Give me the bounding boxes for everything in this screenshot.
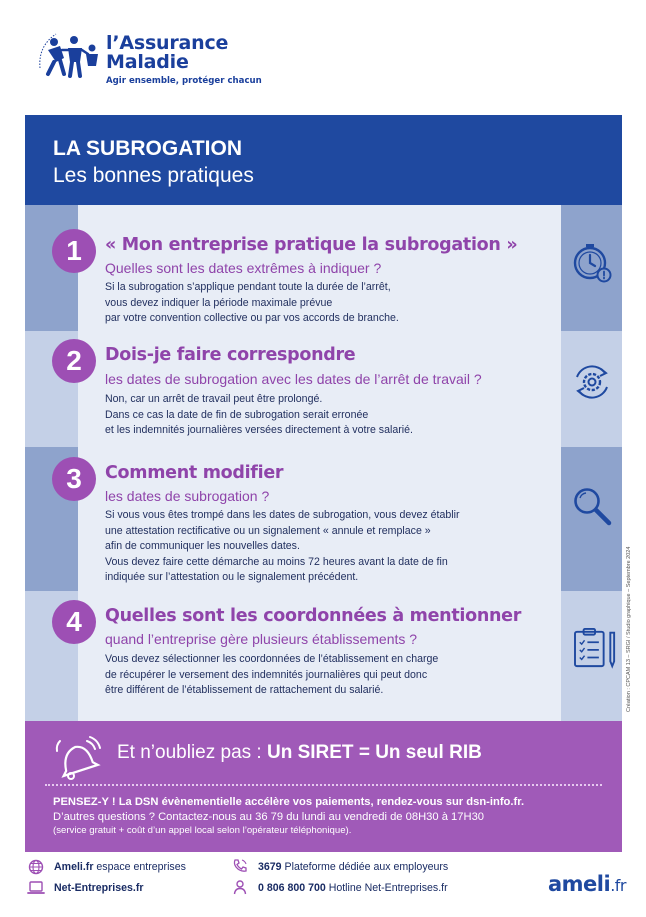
body-line: vous devez indiquer la période maximale prévue [105,296,333,309]
footer-link-ameli[interactable] [54,861,186,873]
section-subtitle: les dates de subrogation avec les dates de l’arrêt de travail ? [105,371,482,387]
checklist-icon [571,627,621,669]
body-line: une attestation rectificative ou un signalement « annule et remplace » [105,524,431,537]
section-subtitle: quand l’entreprise gère plusieurs établissements ? [105,631,418,647]
reminder-line-1: PENSEZ-Y ! La DSN évènementielle accélère vos paiements, rendez-vous sur dsn-info.fr. [53,796,525,808]
ameli-main: ameli [548,872,611,896]
section-subtitle: les dates de subrogation ? [105,488,270,504]
footer-link-bold: Net-Entreprises.fr [54,882,144,894]
section-body [105,652,438,699]
reminder-banner [25,721,622,852]
user-support-icon [232,879,248,895]
section-title: Comment modifier [105,463,284,483]
reminder-line-2: D’autres questions ? Contactez-nous au 36 79 du lundi au vendredi de 08H30 à 17H30 [53,810,485,823]
phone-icon [232,858,248,874]
page-subtitle: Les bonnes pratiques [53,164,254,187]
section-subtitle: Quelles sont les dates extrêmes à indiquer ? [105,260,382,276]
step-number: 2 [52,339,96,383]
footer-phone-rest: Hotline Net-Entreprises.fr [325,882,448,894]
body-line: être différent de l’établissement de rattachement du salarié. [105,684,384,696]
brand-tagline: Agir ensemble, protéger chacun [106,76,262,86]
body-line: Si vous vous êtes trompé dans les dates de subrogation, vous devez établir [105,509,460,521]
page-title: LA SUBROGATION [53,137,242,160]
step-number: 1 [52,229,96,273]
footer [0,852,646,917]
body-line: de récupérer le versement des indemnités journalières qui peut donc [105,668,428,681]
footer-link-net-entreprises[interactable] [54,882,143,894]
body-line: Vous devez sélectionner les coordonnées de l’établissement en charge [105,653,439,665]
section-body [105,508,460,586]
section-title: « Mon entreprise pratique la subrogation » [105,235,518,255]
body-line: Dans ce cas la date de fin de subrogation serait erronée [105,408,369,421]
footer-link-bold: Ameli.fr [54,861,94,873]
body-line: indiquée sur l’attestation ou le signalement précédent. [105,571,359,583]
section-body [105,392,413,439]
body-line: et les indemnités journalières versées directement à votre salarié. [105,424,413,436]
clock-alert-icon [571,241,613,283]
brand-block [106,34,262,86]
title-banner [25,115,622,205]
body-line: afin de communiquer les nouvelles dates. [105,540,300,552]
body-line: Si la subrogation s’applique pendant toute la durée de l’arrêt, [105,281,391,293]
reminder-line-3: (service gratuit + coût d’un appel local selon l’opérateur téléphonique). [53,825,352,837]
reminder-prefix: Et n’oubliez pas : [117,742,267,763]
brand-line-2: Maladie [106,51,189,73]
footer-phone-bold: 3679 [258,861,282,873]
reminder-highlight: Un SIRET = Un seul RIB [266,742,482,763]
footer-link-rest: espace entreprises [93,861,186,873]
footer-phone-hotline[interactable] [258,882,448,894]
body-line: par votre convention collective ou par vos accords de branche. [105,312,399,324]
body-line: Non, car un arrêt de travail peut être prolongé. [105,393,323,405]
reminder-details [53,795,524,839]
footer-phone-rest: Plateforme dédiée aux employeurs [281,861,449,873]
footer-phone-bold: 0 806 800 700 [258,882,326,894]
ameli-logo [548,872,626,896]
globe-icon [28,859,44,875]
bell-icon [53,735,101,781]
content-area [25,205,622,721]
section-title: Dois-je faire correspondre [105,345,356,365]
magnifier-icon [571,485,613,527]
body-line: Vous devez faire cette démarche au moins 72 heures avant la date de fin [105,555,448,568]
footer-phone-3679[interactable] [258,861,448,873]
laptop-icon [27,880,45,896]
design-credit: Création : CPCAM 13 – SRGI / Studio graphique – Septembre 2024 [626,546,632,712]
brand-line-1: l’Assurance [106,32,229,54]
gear-sync-icon [571,361,613,403]
step-number: 3 [52,457,96,501]
ameli-suffix: .fr [610,876,626,895]
reminder-headline [117,742,482,764]
dotted-divider [45,784,602,786]
section-title: Quelles sont les coordonnées à mentionner [105,606,522,626]
step-number: 4 [52,600,96,644]
section-body [105,280,399,327]
assurance-maladie-logo [34,28,104,80]
